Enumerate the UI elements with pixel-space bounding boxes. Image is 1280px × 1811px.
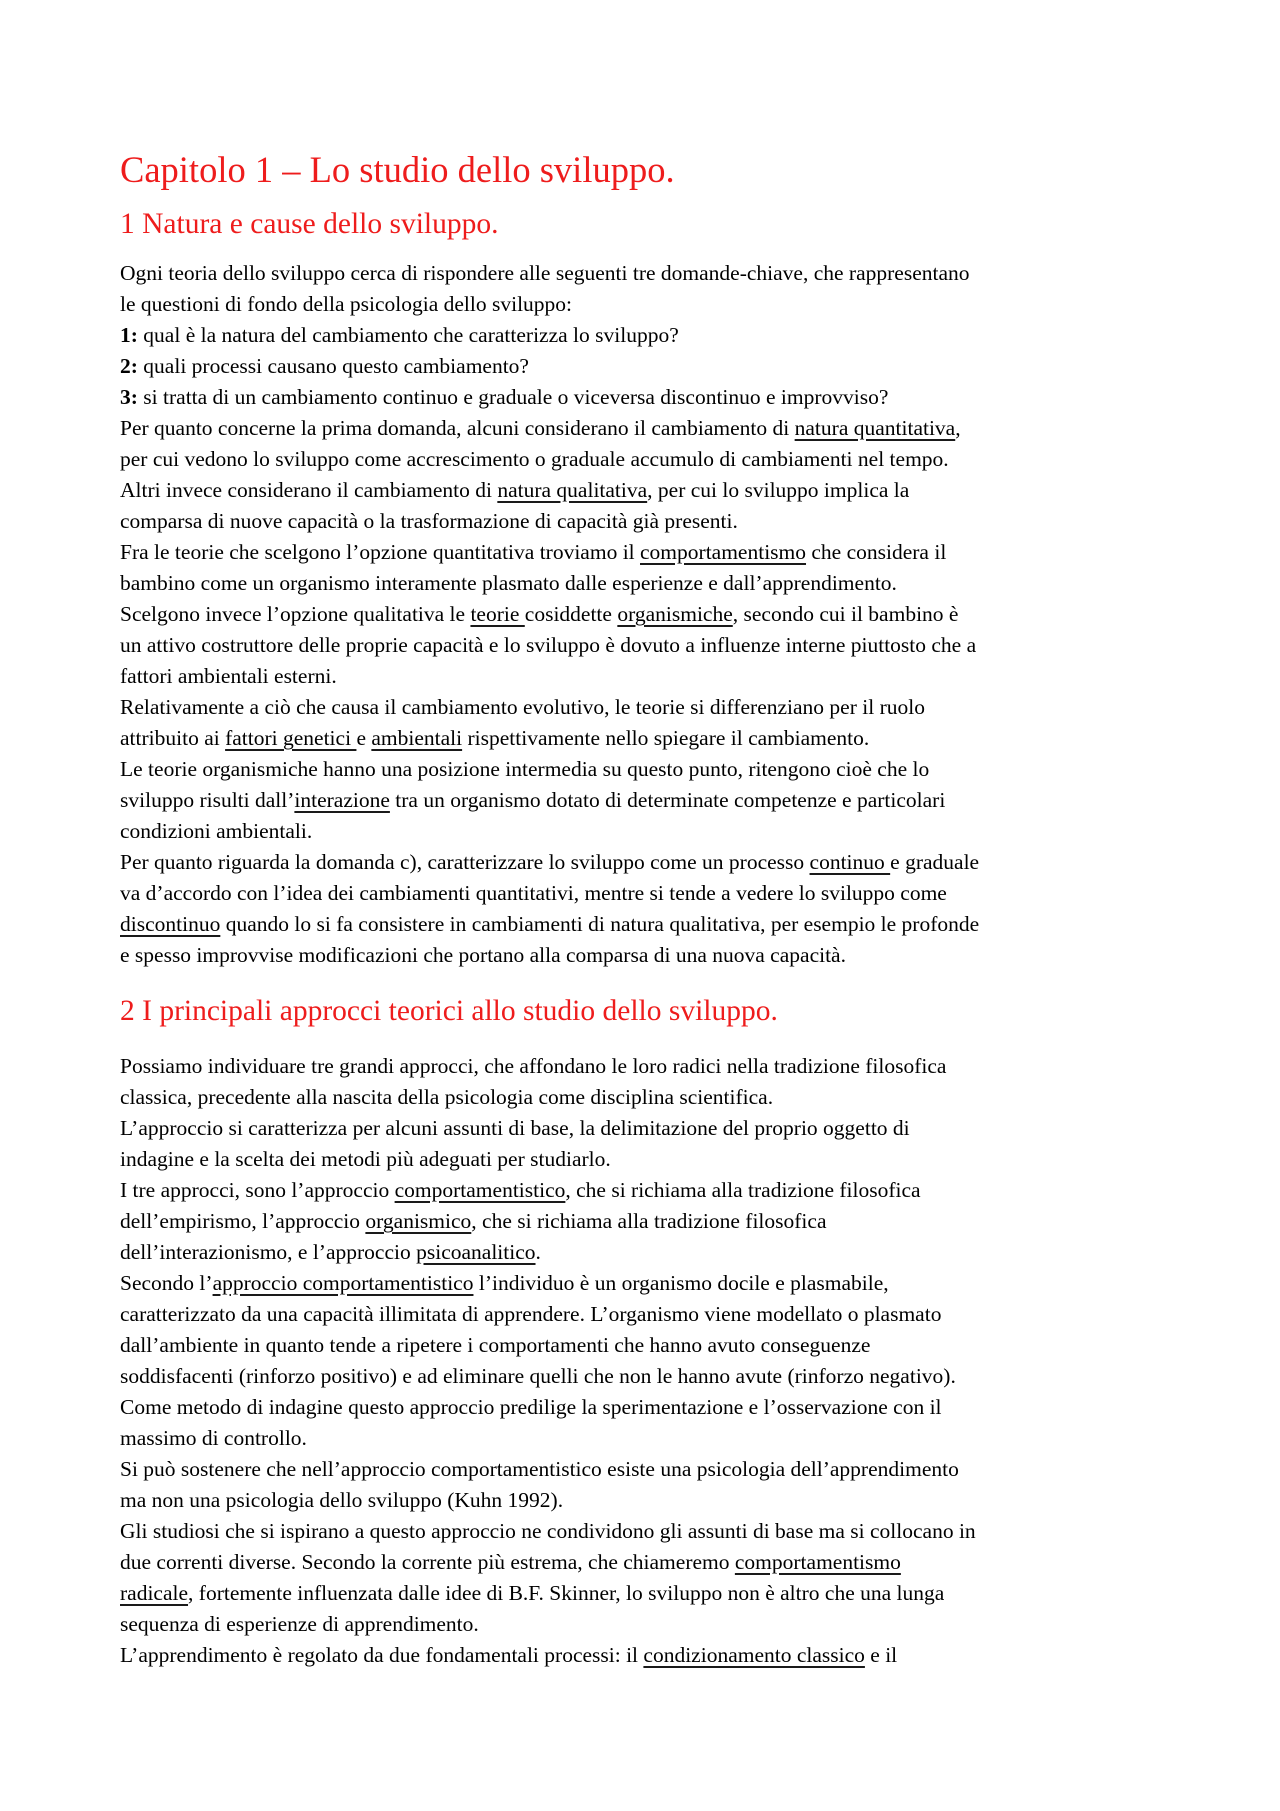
text-line <box>120 1237 1170 1268</box>
text-line <box>120 1144 1170 1175</box>
text-line <box>120 785 1170 816</box>
text-line <box>120 382 1170 413</box>
text-run: L’apprendimento è regolato da due fondamentali processi: il <box>120 1643 644 1667</box>
text-line <box>120 661 1170 692</box>
text-run: quali processi causano questo cambiamento? <box>137 354 529 378</box>
text-run: comparsa di nuove capacità o la trasformazione di capacità già presenti. <box>120 509 738 533</box>
underlined-term: interazione <box>294 788 390 812</box>
text-line <box>120 847 1170 878</box>
text-run: Si può sostenere che nell’approccio comportamentistico esiste una psicologia dell’apprendimento <box>120 1457 959 1481</box>
text-line <box>120 1175 1170 1206</box>
underlined-term: organismiche <box>617 602 733 626</box>
text-run: e il <box>864 1643 898 1667</box>
text-line <box>120 599 1170 630</box>
chapter-title: Capitolo 1 – Lo studio dello sviluppo. <box>120 149 675 190</box>
text-run: rispettivamente nello spiegare il cambiamento. <box>462 726 870 750</box>
text-run: soddisfacenti (rinforzo positivo) e ad eliminare quelli che non le hanno avute (rinforzo negativo). <box>120 1364 956 1388</box>
underlined-term: natura quantitativa <box>794 416 956 440</box>
text-run: e spesso improvvise modificazioni che portano alla comparsa di una nuova capacità. <box>120 943 846 967</box>
text-run: due correnti diverse. Secondo la corrente più estrema, che chiameremo <box>120 1550 735 1574</box>
text-line <box>120 909 1170 940</box>
text-run: Per quanto riguarda la domanda c), caratterizzare lo sviluppo come un processo <box>120 850 810 874</box>
text-run: e <box>356 726 372 750</box>
text-run: , che si richiama alla tradizione filosofica <box>565 1178 921 1202</box>
text-run: un attivo costruttore delle proprie capacità e lo sviluppo è dovuto a influenze interne piuttosto che a <box>120 633 977 657</box>
underlined-term: psicoanalitico <box>416 1240 536 1264</box>
text-run: bambino come un organismo interamente plasmato dalle esperienze e dall’apprendimento. <box>120 571 897 595</box>
text-run: , per cui lo sviluppo implica la <box>647 478 910 502</box>
text-run: L’approccio si caratterizza per alcuni assunti di base, la delimitazione del proprio oggetto di <box>120 1116 910 1140</box>
text-line <box>120 754 1170 785</box>
text-run: caratterizzato da una capacità illimitata di apprendere. L’organismo viene modellato o plasmato <box>120 1302 942 1326</box>
text-run: che considera il <box>806 540 947 564</box>
document-body <box>120 200 1170 1671</box>
text-line <box>120 1082 1170 1113</box>
text-run: cosiddette <box>524 602 618 626</box>
underlined-term: continuo <box>809 850 891 874</box>
text-line <box>120 940 1170 971</box>
text-run: Secondo l’ <box>120 1271 213 1295</box>
text-line <box>120 537 1170 568</box>
text-run: per cui vedono lo sviluppo come accrescimento o graduale accumulo di cambiamenti nel tempo. <box>120 447 949 471</box>
text-run: sviluppo risulti dall’ <box>120 788 295 812</box>
text-line <box>120 568 1170 599</box>
text-line <box>120 1299 1170 1330</box>
text-line <box>120 1268 1170 1299</box>
text-line <box>120 1361 1170 1392</box>
text-run: condizioni ambientali. <box>120 819 313 843</box>
text-line <box>120 1113 1170 1144</box>
text-run: le questioni di fondo della psicologia dello sviluppo: <box>120 292 573 316</box>
text-run: quando lo si fa consistere in cambiamenti di natura qualitativa, per esempio le profonde <box>220 912 980 936</box>
text-line <box>120 320 1170 351</box>
text-line <box>120 475 1170 506</box>
underlined-term: teorie <box>470 602 525 626</box>
underlined-term: fattori genetici <box>225 726 357 750</box>
underlined-term: ambientali <box>371 726 463 750</box>
question-number: 3: <box>120 385 138 409</box>
underlined-term: comportamentistico <box>394 1178 566 1202</box>
text-run: tra un organismo dotato di determinate competenze e particolari <box>389 788 946 812</box>
text-run: Per quanto concerne la prima domanda, alcuni considerano il cambiamento di <box>120 416 795 440</box>
text-run: Come metodo di indagine questo approccio predilige la sperimentazione e l’osservazione con il <box>120 1395 942 1419</box>
text-run: , secondo cui il bambino è <box>732 602 959 626</box>
text-line <box>120 692 1170 723</box>
text-run: dell’interazionismo, e l’approccio <box>120 1240 417 1264</box>
text-run: va d’accordo con l’idea dei cambiamenti quantitativi, mentre si tende a vedere lo sviluppo come <box>120 881 947 905</box>
text-line <box>120 1578 1170 1609</box>
text-line <box>120 289 1170 320</box>
question-number: 2: <box>120 354 138 378</box>
text-run: Fra le teorie che scelgono l’opzione quantitativa troviamo il <box>120 540 641 564</box>
text-line <box>120 444 1170 475</box>
text-line <box>120 1547 1170 1578</box>
text-line <box>120 1330 1170 1361</box>
text-run: sequenza di esperienze di apprendimento. <box>120 1612 479 1636</box>
section-heading: 1 Natura e cause dello sviluppo. <box>120 208 499 240</box>
text-line <box>120 258 1170 289</box>
text-run: , che si richiama alla tradizione filosofica <box>471 1209 827 1233</box>
document-page <box>120 140 1170 1671</box>
text-run: Altri invece considerano il cambiamento di <box>120 478 498 502</box>
text-line <box>120 1516 1170 1547</box>
text-run: massimo di controllo. <box>120 1426 307 1450</box>
underlined-term: comportamentismo <box>640 540 807 564</box>
underlined-term: condizionamento classico <box>643 1643 865 1667</box>
text-run: Scelgono invece l’opzione qualitativa le <box>120 602 471 626</box>
text-run: l’individuo è un organismo docile e plasmabile, <box>473 1271 889 1295</box>
text-line <box>120 1609 1170 1640</box>
text-run: Relativamente a ciò che causa il cambiamento evolutivo, le teorie si differenziano per il ruolo <box>120 695 925 719</box>
text-run: Gli studiosi che si ispirano a questo approccio ne condividono gli assunti di base ma si collocano in <box>120 1519 976 1543</box>
underlined-term: comportamentismo <box>734 1550 901 1574</box>
text-run: dell’empirismo, l’approccio <box>120 1209 366 1233</box>
underlined-term: approccio comportamentistico <box>212 1271 474 1295</box>
text-run: I tre approcci, sono l’approccio <box>120 1178 395 1202</box>
text-run: Le teorie organismiche hanno una posizione intermedia su questo punto, ritengono cioè che lo <box>120 757 930 781</box>
underlined-term: radicale <box>120 1581 189 1605</box>
text-run: Possiamo individuare tre grandi approcci, che affondano le loro radici nella tradizione filosofica <box>120 1054 947 1078</box>
text-line <box>120 878 1170 909</box>
text-line <box>120 1485 1170 1516</box>
underlined-term: natura qualitativa <box>497 478 648 502</box>
text-line <box>120 723 1170 754</box>
text-run: classica, precedente alla nascita della psicologia come disciplina scientifica. <box>120 1085 774 1109</box>
text-line <box>120 1454 1170 1485</box>
text-run: fattori ambientali esterni. <box>120 664 337 688</box>
text-run: si tratta di un cambiamento continuo e graduale o viceversa discontinuo e improvviso? <box>137 385 889 409</box>
text-line <box>120 1051 1170 1082</box>
text-run: dall’ambiente in quanto tende a ripetere i comportamenti che hanno avuto conseguenze <box>120 1333 871 1357</box>
section-body <box>120 1051 1170 1671</box>
text-run: Ogni teoria dello sviluppo cerca di rispondere alle seguenti tre domande-chiave, che rappresentano <box>120 261 970 285</box>
question-number: 1: <box>120 323 138 347</box>
text-line <box>120 413 1170 444</box>
text-line <box>120 351 1170 382</box>
underlined-term: discontinuo <box>120 912 221 936</box>
text-run: , <box>955 416 961 440</box>
text-run: e graduale <box>890 850 980 874</box>
underlined-term: organismico <box>365 1209 472 1233</box>
text-line <box>120 1392 1170 1423</box>
text-line <box>120 1423 1170 1454</box>
text-line <box>120 506 1170 537</box>
section-body <box>120 258 1170 971</box>
section-heading: 2 I principali approcci teorici allo studio dello sviluppo. <box>120 995 778 1027</box>
text-run: ma non una psicologia dello sviluppo (Kuhn 1992). <box>120 1488 564 1512</box>
text-line <box>120 630 1170 661</box>
text-run: , fortemente influenzata dalle idee di B.F. Skinner, lo sviluppo non è altro che una lunga <box>188 1581 945 1605</box>
text-line <box>120 1206 1170 1237</box>
text-run: indagine e la scelta dei metodi più adeguati per studiarlo. <box>120 1147 611 1171</box>
text-line <box>120 816 1170 847</box>
text-run: qual è la natura del cambiamento che caratterizza lo sviluppo? <box>137 323 679 347</box>
text-line <box>120 1640 1170 1671</box>
text-run: . <box>535 1240 541 1264</box>
text-run: attribuito ai <box>120 726 226 750</box>
